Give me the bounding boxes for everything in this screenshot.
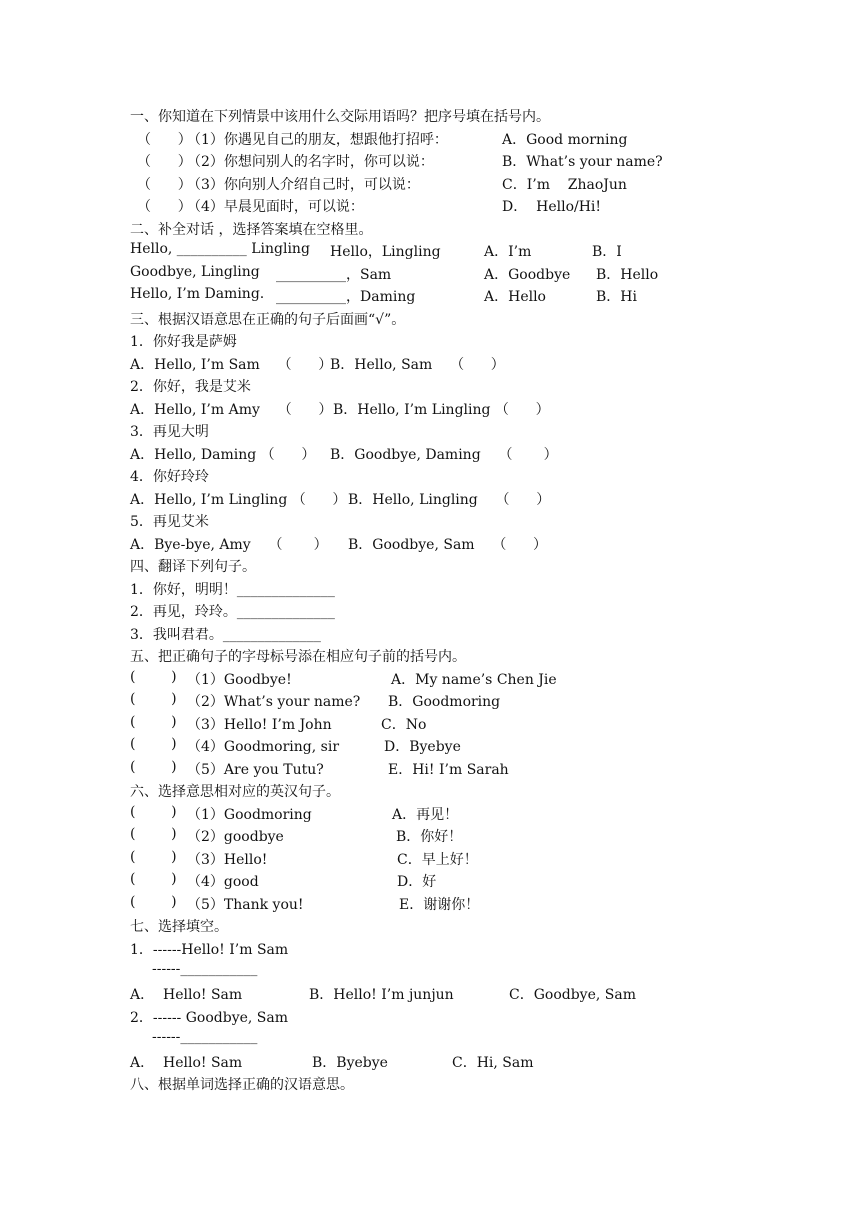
question-prompt: 5．再见艾米 — [130, 514, 209, 530]
answer-bracket[interactable]: ( ) — [130, 849, 177, 865]
sentence-text: （2）goodbye — [187, 829, 284, 845]
answer-bracket[interactable]: ( ) — [130, 759, 177, 775]
option-text: B．What’s your name? — [502, 154, 663, 170]
option-text: D．Byebye — [384, 739, 461, 755]
dialog-line: Goodbye, Lingling — [130, 264, 260, 280]
answer-bracket[interactable]: ( ) — [130, 826, 177, 842]
question-text: （2）你想问别人的名字时，你可以说： — [187, 154, 434, 170]
answer-bracket[interactable]: （ ） — [137, 154, 192, 170]
answer-blank[interactable]: ------___________ — [152, 961, 258, 977]
section-3-title: 三、根据汉语意思在正确的句子后面画“√”。 — [130, 312, 406, 328]
choice-a[interactable]: A． Hello! Sam — [130, 1055, 243, 1071]
sentence-text: （3）Hello! — [187, 852, 268, 868]
question-prompt: 3．再见大明 — [130, 424, 209, 440]
choice-b[interactable]: B．Hello, I’m Lingling （ ） — [333, 402, 550, 418]
sentence-text: （2）What’s your name? — [187, 694, 361, 710]
question-prompt: 4．你好玲玲 — [130, 469, 209, 485]
sentence-text: （1）Goodmoring — [187, 807, 312, 823]
option-b: B．I — [592, 244, 622, 260]
choice-b[interactable]: B．Hello, Sam （ ） — [330, 357, 505, 373]
answer-bracket[interactable]: ( ) — [130, 669, 177, 685]
question-text: （3）你向别人介绍自己时，可以说： — [187, 177, 420, 193]
choice-a[interactable]: A．Hello, I’m Amy （ ） — [130, 402, 333, 418]
answer-bracket[interactable]: ( ) — [130, 894, 177, 910]
choice-b[interactable]: B．Hello! I’m junjun — [309, 987, 454, 1003]
section-5-title: 五、把正确句子的字母标号添在相应句子前的括号内。 — [130, 649, 466, 665]
answer-bracket[interactable]: ( ) — [130, 691, 177, 707]
section-2-title: 二、补全对话 ，选择答案填在空格里。 — [130, 222, 373, 238]
translate-item[interactable]: 2．再见，玲玲。______________ — [130, 604, 335, 620]
choice-b[interactable]: B．Goodbye, Daming （ ） — [330, 447, 558, 463]
section-6-title: 六、选择意思相对应的英汉句子。 — [130, 784, 340, 800]
translate-item[interactable]: 3．我叫君君。______________ — [130, 627, 321, 643]
option-text: A．My name’s Chen Jie — [391, 672, 557, 688]
option-a: A．I’m — [484, 244, 532, 260]
option-b: B．Hi — [596, 289, 637, 305]
answer-bracket[interactable]: ( ) — [130, 804, 177, 820]
answer-bracket[interactable]: （ ） — [137, 177, 192, 193]
option-text: A．再见！ — [392, 807, 459, 823]
question-text: （1）你遇见自己的朋友，想跟他打招呼： — [187, 132, 448, 148]
dialog-line: Hello, __________ Lingling — [130, 241, 310, 257]
answer-bracket[interactable]: ( ) — [130, 736, 177, 752]
option-text: D．好 — [397, 874, 437, 890]
question-prompt: 2．你好，我是艾米 — [130, 379, 251, 395]
option-b: B．Hello — [596, 267, 659, 283]
section-8-title: 八、根据单词选择正确的汉语意思。 — [130, 1077, 354, 1093]
dialog-line: Hello, I’m Daming. — [130, 286, 265, 302]
choice-a[interactable]: A．Hello, I’m Lingling （ ） — [130, 492, 347, 508]
section-1-title: 一、你知道在下列情景中该用什么交际用语吗？把序号填在括号内。 — [130, 109, 550, 125]
option-text: C．I’m ZhaoJun — [502, 177, 627, 193]
choice-a[interactable]: A．Hello, Daming （ ） — [130, 447, 316, 463]
dialog-reply: __________，Sam — [276, 267, 392, 283]
choice-c[interactable]: C．Hi, Sam — [452, 1055, 534, 1071]
sentence-text: （5）Thank you! — [187, 897, 304, 913]
option-a: A．Goodbye — [484, 267, 571, 283]
option-a: A．Hello — [484, 289, 546, 305]
option-text: B．Goodmoring — [388, 694, 501, 710]
sentence-text: （1）Goodbye! — [187, 672, 292, 688]
choice-b[interactable]: B．Byebye — [312, 1055, 388, 1071]
translate-item[interactable]: 1．你好，明明！______________ — [130, 582, 335, 598]
answer-bracket[interactable]: （ ） — [137, 199, 192, 215]
answer-bracket[interactable]: ( ) — [130, 871, 177, 887]
sentence-text: （4）good — [187, 874, 259, 890]
option-text: E．谢谢你！ — [399, 897, 480, 913]
option-text: C．早上好！ — [397, 852, 478, 868]
answer-bracket[interactable]: （ ） — [137, 132, 192, 148]
choice-b[interactable]: B．Goodbye, Sam （ ） — [348, 537, 548, 553]
dialog-prompt: 2．------ Goodbye, Sam — [130, 1010, 289, 1026]
dialog-reply: __________，Daming — [276, 289, 416, 305]
choice-a[interactable]: A． Hello! Sam — [130, 987, 243, 1003]
sentence-text: （3）Hello! I’m John — [187, 717, 332, 733]
sentence-text: （4）Goodmoring, sir — [187, 739, 340, 755]
section-4-title: 四、翻译下列句子。 — [130, 559, 256, 575]
answer-blank[interactable]: ------___________ — [152, 1029, 258, 1045]
option-text: D． Hello/Hi! — [502, 199, 602, 215]
sentence-text: （5）Are you Tutu? — [187, 762, 324, 778]
choice-a[interactable]: A．Bye-bye, Amy （ ） — [130, 537, 328, 553]
dialog-reply: Hello，Lingling — [330, 244, 441, 260]
answer-bracket[interactable]: ( ) — [130, 714, 177, 730]
option-text: C．No — [381, 717, 427, 733]
section-7-title: 七、选择填空。 — [130, 919, 228, 935]
option-text: A．Good morning — [502, 132, 628, 148]
choice-c[interactable]: C．Goodbye, Sam — [509, 987, 636, 1003]
question-text: （4）早晨见面时，可以说： — [187, 199, 364, 215]
option-text: E．Hi! I’m Sarah — [388, 762, 509, 778]
option-text: B．你好！ — [396, 829, 463, 845]
choice-a[interactable]: A．Hello, I’m Sam （ ） — [130, 357, 333, 373]
dialog-prompt: 1．------Hello! I’m Sam — [130, 942, 289, 958]
question-prompt: 1．你好我是萨姆 — [130, 334, 237, 350]
choice-b[interactable]: B．Hello, Lingling （ ） — [348, 492, 551, 508]
